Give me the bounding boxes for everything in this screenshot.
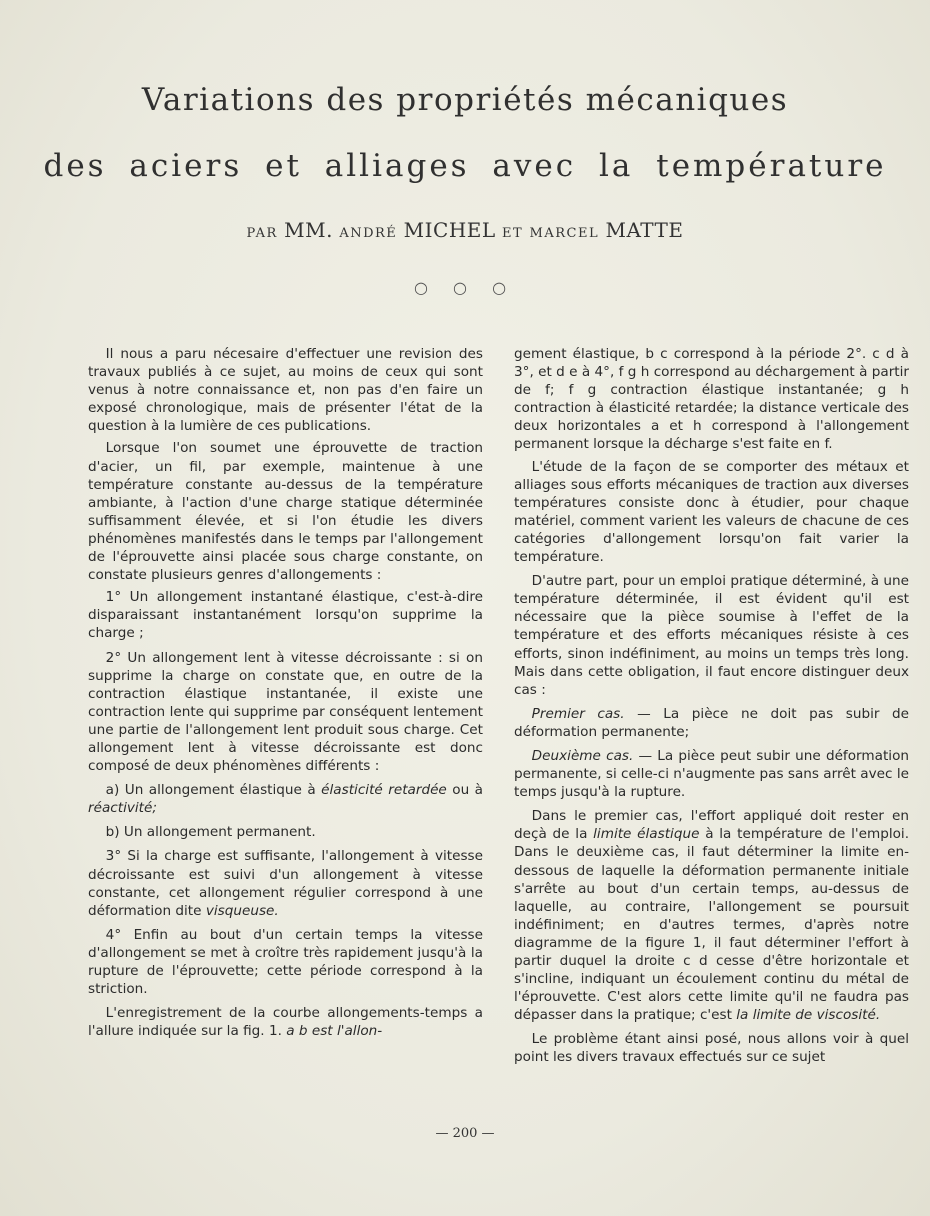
- author2-last-name: MATTE: [605, 218, 684, 242]
- paragraph: L'étude de la façon de se comporter des métaux et alliages sous efforts mécaniques de traction aux diverses températures consiste donc à étudier, pour chaque matériel, comment varient les valeurs de chacune de ces catégories d'allongement lorsqu'on fait varier la température.: [514, 458, 909, 566]
- byline-et: ET: [502, 226, 524, 241]
- emphasis: Deuxième cas.: [531, 747, 634, 764]
- author2-first-name: MARCEL: [529, 226, 600, 241]
- byline-par: PAR: [246, 226, 278, 241]
- emphasis: Premier cas.: [531, 705, 625, 722]
- section-ornament: ○ ○ ○: [413, 278, 517, 297]
- title-line-1: Variations des propriétés mécaniques: [141, 82, 789, 118]
- left-column: [88, 345, 483, 1044]
- paragraph: [88, 847, 483, 919]
- paragraph: Le problème étant ainsi posé, nous allons voir à quel point les divers travaux effectués sur ce sujet: [514, 1031, 909, 1066]
- paragraph: [514, 705, 909, 741]
- byline: [0, 218, 930, 242]
- emphasis: limite élastique: [593, 826, 700, 843]
- title-line-2: des aciers et alliages avec la température: [43, 148, 887, 184]
- emphasis: a b est l'allon-: [286, 1023, 383, 1040]
- paragraph: [514, 807, 909, 1024]
- text: a) Un allongement élastique à: [105, 782, 322, 799]
- paragraph: D'autre part, pour un emploi pratique déterminé, à une température déterminée, il est évident qu'il est nécessaire que la pièce soumise à l'effet de la température et des efforts mécaniques résiste à ces efforts, sinon indéfiniment, au moins un temps très long. Mais dans cette obligation, il faut encore distinguer deux cas :: [514, 573, 909, 698]
- text: L'enregistrement de la courbe allongements-temps a l'allure indiquée sur la fig. 1.: [88, 1005, 483, 1040]
- emphasis: réactivité;: [88, 800, 157, 817]
- text: 3° Si la charge est suffisante, l'allongement à vitesse décroissante est suivi d'un allongement à vitesse constante, cet allongement régulier correspond à une déformation dite: [88, 848, 483, 919]
- text: ou à: [446, 782, 484, 799]
- paragraph: 4° Enfin au bout d'un certain temps la vitesse d'allongement se met à croître très rapidement jusqu'à la rupture de l'éprouvette; cette période correspond à la striction.: [88, 926, 483, 998]
- byline-mm: MM.: [284, 218, 333, 242]
- text: à la température de l'emploi. Dans le deuxième cas, il faut déterminer la limite en-dessous de laquelle la déformation permanente initiale s'arrête au bout d'un certain temps, au-dessus de laquelle, au contraire, l'allongement se poursuit indéfiniment; en d'autres termes, d'après notre diagramme de la figure 1, il faut déterminer l'effort à partir duquel la droite c d cesse d'être horizontale et s'incline, indiquant un écoulement continu du métal de l'éprouvette. C'est alors cette limite qu'il ne faudra pas dépasser dans la pratique; c'est: [514, 826, 910, 1024]
- paragraph: [514, 747, 909, 801]
- paragraph: [88, 1004, 483, 1040]
- paragraph: b) Un allongement permanent.: [105, 824, 316, 841]
- text: Dans le premier cas, l'effort appliqué doit rester en deçà de la: [514, 808, 909, 843]
- paragraph: Lorsque l'on soumet une éprouvette de traction d'acier, un fil, par exemple, maintenue à une température constante au-dessus de la température ambiante, à l'action d'une charge statique déterminée suffisamment élevée, et si l'on étudie les divers phénomènes manifestés dans le temps par l'allongement de l'éprouvette ainsi placée sous charge constante, on constate plusieurs genres d'allongements :: [88, 440, 483, 584]
- paragraph: 2° Un allongement lent à vitesse décroissante : si on supprime la charge on constate que, en outre de la contraction élastique instantanée, il existe une contraction lente qui supprime par conséquent lentement une partie de l'allongement lent produit sous charge. Cet allongement lent à vitesse décroissante est donc composé de deux phénomènes différents :: [88, 649, 483, 775]
- emphasis: élasticité retardée: [321, 782, 447, 799]
- paragraph: Il nous a paru nécesaire d'effectuer une revision des travaux publiés à ce sujet, au moins de ceux qui sont venus à notre connaissance et, non pas d'en faire un exposé chronologique, mais de présenter l'état de la question à la lumière de ces publications.: [88, 346, 483, 435]
- paragraph: [88, 781, 483, 817]
- emphasis: la limite de viscosité.: [736, 1007, 881, 1024]
- text: — La pièce ne doit pas subir de déformation permanente;: [514, 705, 909, 740]
- right-column: [514, 345, 909, 1071]
- author1-first-name: ANDRÉ: [339, 226, 398, 241]
- paragraph: 1° Un allongement instantané élastique, c'est-à-dire disparaissant instantanément lorsqu'on supprime la charge ;: [88, 589, 483, 642]
- emphasis: visqueuse.: [205, 902, 279, 919]
- text: — La pièce peut subir une déformation permanente, si celle-ci n'augmente pas sans arrêt avec le temps jusqu'à la rupture.: [514, 747, 910, 801]
- author1-last-name: MICHEL: [403, 218, 496, 242]
- page-number: — 200 —: [435, 1126, 495, 1141]
- paragraph: gement élastique, b c correspond à la période 2°. c d à 3°, et d e à 4°, f g h correspond au déchargement à partir de f; f g contraction élastique instantanée; g h contraction à élasticité retardée; la distance verticale des deux horizontales a et h correspond à l'allongement permanent lorsque la décharge s'est faite en f.: [514, 346, 909, 453]
